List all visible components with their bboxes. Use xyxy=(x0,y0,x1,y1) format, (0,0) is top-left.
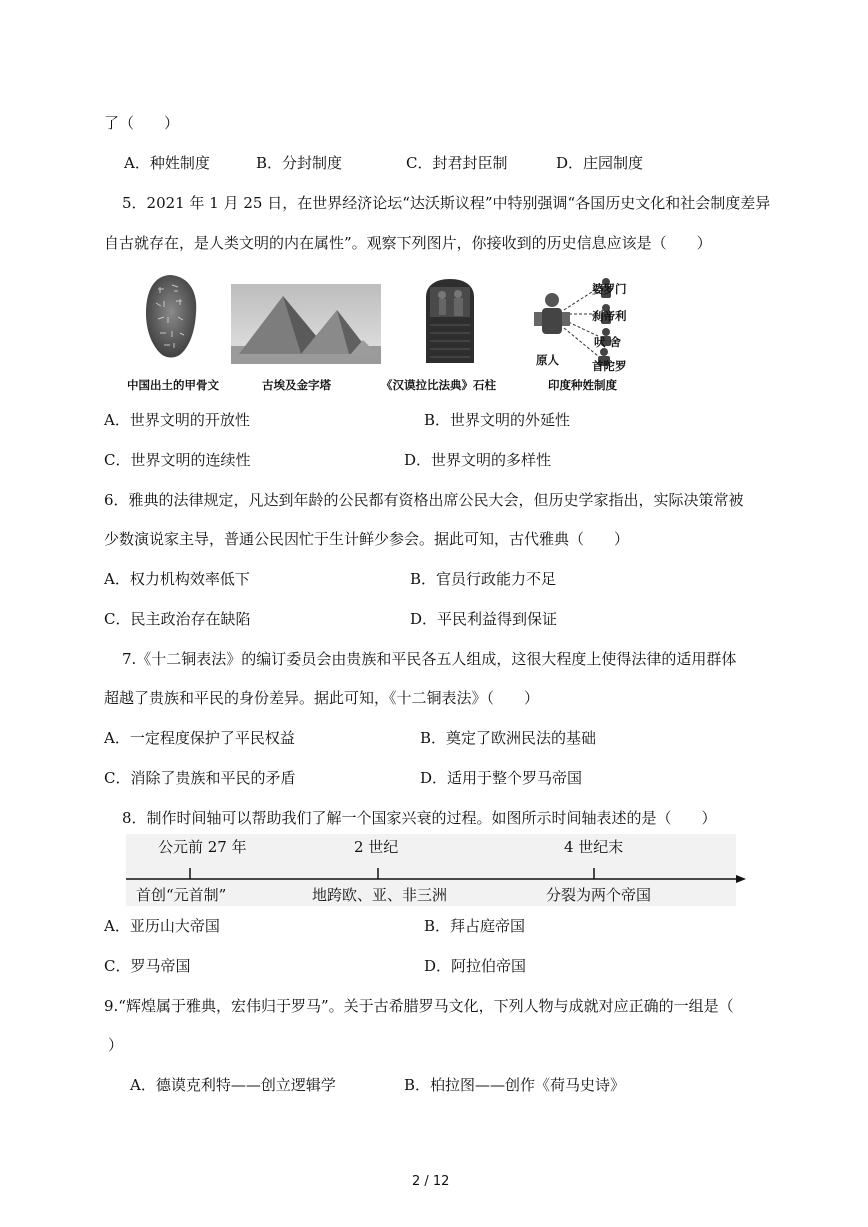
timeline-top-1: 公元前 27 年 xyxy=(158,838,247,856)
timeline-bottom-3: 分裂为两个帝国 xyxy=(546,886,652,904)
oracle-bone-image xyxy=(142,273,200,361)
q6-option-a: A．权力机构效率低下 xyxy=(104,570,250,588)
caption-pyramid: 古埃及金字塔 xyxy=(262,378,331,392)
q9-option-a: A．德谟克利特——创立逻辑学 xyxy=(130,1076,336,1094)
caste-label-shudra: 首陀罗 xyxy=(592,359,627,373)
timeline-top-3: 4 世纪末 xyxy=(564,838,624,856)
q5-option-b: B．世界文明的外延性 xyxy=(424,411,571,429)
q6-option-c: C．民主政治存在缺陷 xyxy=(104,610,251,628)
q7-option-a: A．一定程度保护了平民权益 xyxy=(104,729,295,747)
q7-option-b: B．奠定了欧洲民法的基础 xyxy=(420,729,597,747)
q5-stem-line1: 5．2021 年 1 月 25 日，在世界经济论坛“达沃斯议程”中特别强调“各国历史文化和社会制度差异 xyxy=(122,194,771,212)
q7-stem-line2: 超越了贵族和平民的身份差异。据此可知，《十二铜表法》（ ） xyxy=(104,689,540,707)
caste-label-kshatriya: 刹帝利 xyxy=(592,309,627,323)
q6-stem-line1: 6．雅典的法律规定，凡达到年龄的公民都有资格出席公民大会，但历史学家指出，实际决策常被 xyxy=(104,491,744,509)
caste-label-brahmin: 婆罗门 xyxy=(592,282,627,296)
q6-option-b: B．官员行政能力不足 xyxy=(410,570,557,588)
q4-option-d: D．庄园制度 xyxy=(556,154,644,172)
q5-stem-line2: 自古就存在，是人类文明的内在属性”。观察下列图片，你接收到的历史信息应该是（ ） xyxy=(104,234,712,252)
hammurabi-stele-image xyxy=(420,279,480,363)
q4-option-c: C．封君封臣制 xyxy=(406,154,508,172)
q8-option-c: C．罗马帝国 xyxy=(104,957,191,975)
q8-option-d: D．阿拉伯帝国 xyxy=(424,957,527,975)
timeline-top-2: 2 世纪 xyxy=(354,838,399,856)
q7-option-c: C．消除了贵族和平民的矛盾 xyxy=(104,769,296,787)
timeline-bottom-2: 地跨欧、亚、非三洲 xyxy=(312,886,448,904)
caste-label-purusha: 原人 xyxy=(536,353,559,367)
q4-option-b: B．分封制度 xyxy=(256,154,343,172)
q9-option-b: B．柏拉图——创作《荷马史诗》 xyxy=(404,1076,626,1094)
q6-option-d: D．平民利益得到保证 xyxy=(410,610,558,628)
q5-option-c: C．世界文明的连续性 xyxy=(104,451,251,469)
q4-tail-text: 了（ ） xyxy=(104,114,180,132)
caption-hammurabi: 《汉谟拉比法典》石柱 xyxy=(381,378,496,392)
q8-option-a: A．亚历山大帝国 xyxy=(104,917,220,935)
page-number: 2 / 12 xyxy=(412,1174,450,1189)
caption-caste: 印度种姓制度 xyxy=(548,378,617,392)
q4-option-a: A．种姓制度 xyxy=(124,154,210,172)
q7-option-d: D．适用于整个罗马帝国 xyxy=(420,769,583,787)
q8-stem-line1: 8．制作时间轴可以帮助我们了解一个国家兴衰的过程。如图所示时间轴表述的是（ ） xyxy=(122,809,717,827)
q9-stem-line2: ） xyxy=(108,1036,124,1054)
q6-stem-line2: 少数演说家主导，普通公民因忙于生计鲜少参会。据此可知，古代雅典（ ） xyxy=(104,530,630,548)
caption-oracle-bone: 中国出土的甲骨文 xyxy=(127,378,219,392)
q5-option-d: D．世界文明的多样性 xyxy=(404,451,552,469)
timeline-bottom-1: 首创“元首制” xyxy=(136,886,227,904)
q7-stem-line1: 7.《十二铜表法》的编订委员会由贵族和平民各五人组成，这很大程度上使得法律的适用群体 xyxy=(122,650,737,668)
q5-option-a: A．世界文明的开放性 xyxy=(104,411,250,429)
pyramid-image xyxy=(231,284,381,364)
q9-stem-line1: 9.“辉煌属于雅典，宏伟归于罗马”。关于古希腊罗马文化，下列人物与成就对应正确的一组是（ xyxy=(104,997,734,1015)
q8-option-b: B．拜占庭帝国 xyxy=(424,917,526,935)
caste-label-vaishya: 吠 舍 xyxy=(594,335,622,349)
